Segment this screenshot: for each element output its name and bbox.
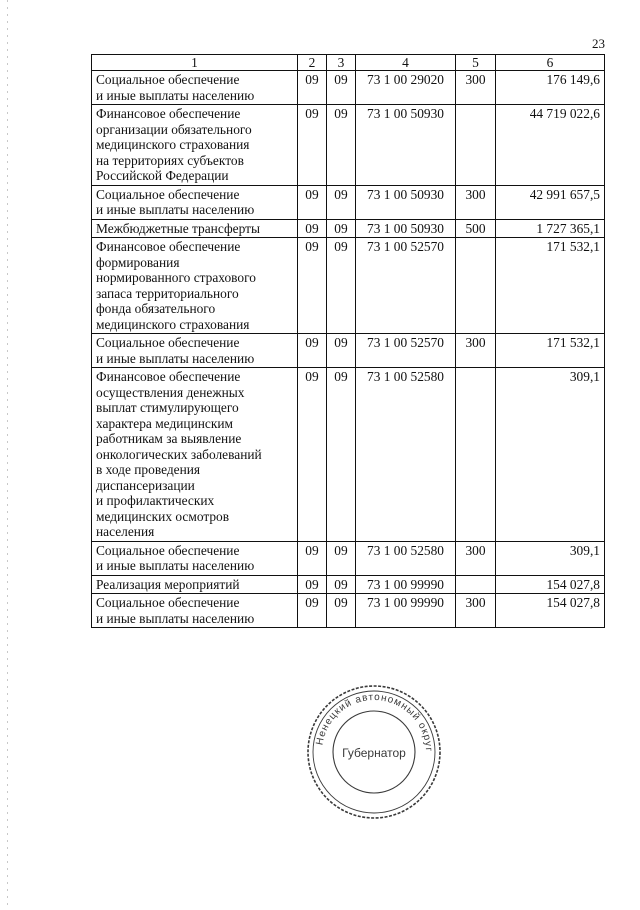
cell-section: 09 — [298, 219, 327, 238]
cell-expense-type: 500 — [456, 219, 496, 238]
cell-amount: 44 719 022,6 — [496, 105, 605, 186]
budget-table-body — [92, 71, 605, 628]
cell-name: Финансовое обеспечение организации обязательного медицинского страхования на территориях субъектов Российской Федерации — [92, 105, 298, 186]
cell-target-article: 73 1 00 50930 — [356, 105, 456, 186]
cell-name: Реализация мероприятий — [92, 575, 298, 594]
cell-target-article: 73 1 00 50930 — [356, 185, 456, 219]
scan-edge-svg — [7, 0, 8, 905]
cell-target-article: 73 1 00 52580 — [356, 541, 456, 575]
table-row — [92, 575, 605, 594]
table-row — [92, 334, 605, 368]
cell-expense-type: 300 — [456, 334, 496, 368]
table-row — [92, 594, 605, 628]
cell-name: Социальное обеспечение и иные выплаты населению — [92, 334, 298, 368]
cell-expense-type — [456, 368, 496, 542]
cell-amount: 171 532,1 — [496, 334, 605, 368]
cell-amount: 171 532,1 — [496, 238, 605, 334]
table-row — [92, 541, 605, 575]
cell-subsection: 09 — [327, 185, 356, 219]
table-row — [92, 185, 605, 219]
cell-subsection: 09 — [327, 575, 356, 594]
cell-subsection: 09 — [327, 219, 356, 238]
scan-edge-line — [7, 0, 8, 905]
cell-section: 09 — [298, 185, 327, 219]
header-col-4: 4 — [356, 55, 456, 71]
header-col-3: 3 — [327, 55, 356, 71]
cell-name: Социальное обеспечение и иные выплаты населению — [92, 71, 298, 105]
cell-target-article: 73 1 00 50930 — [356, 219, 456, 238]
cell-expense-type — [456, 105, 496, 186]
cell-expense-type: 300 — [456, 185, 496, 219]
cell-subsection: 09 — [327, 368, 356, 542]
table-row — [92, 238, 605, 334]
budget-table-head — [92, 55, 605, 71]
cell-expense-type — [456, 575, 496, 594]
cell-amount: 309,1 — [496, 368, 605, 542]
cell-target-article: 73 1 00 52570 — [356, 334, 456, 368]
table-row — [92, 368, 605, 542]
header-col-5: 5 — [456, 55, 496, 71]
table-row — [92, 71, 605, 105]
official-seal — [304, 682, 444, 822]
header-col-6: 6 — [496, 55, 605, 71]
cell-expense-type: 300 — [456, 71, 496, 105]
header-col-1: 1 — [92, 55, 298, 71]
cell-expense-type — [456, 238, 496, 334]
cell-subsection: 09 — [327, 594, 356, 628]
cell-subsection: 09 — [327, 238, 356, 334]
table-row — [92, 219, 605, 238]
cell-section: 09 — [298, 334, 327, 368]
cell-name: Социальное обеспечение и иные выплаты населению — [92, 541, 298, 575]
cell-section: 09 — [298, 105, 327, 186]
header-col-2: 2 — [298, 55, 327, 71]
cell-amount: 309,1 — [496, 541, 605, 575]
cell-name: Социальное обеспечение и иные выплаты населению — [92, 594, 298, 628]
cell-section: 09 — [298, 238, 327, 334]
cell-subsection: 09 — [327, 541, 356, 575]
cell-expense-type: 300 — [456, 594, 496, 628]
cell-subsection: 09 — [327, 334, 356, 368]
cell-target-article: 73 1 00 99990 — [356, 575, 456, 594]
cell-section: 09 — [298, 71, 327, 105]
seal-svg — [304, 682, 444, 822]
cell-section: 09 — [298, 594, 327, 628]
cell-subsection: 09 — [327, 71, 356, 105]
budget-table — [91, 54, 605, 628]
cell-target-article: 73 1 00 99990 — [356, 594, 456, 628]
cell-target-article: 73 1 00 29020 — [356, 71, 456, 105]
cell-expense-type: 300 — [456, 541, 496, 575]
header-row — [92, 55, 605, 71]
cell-target-article: 73 1 00 52580 — [356, 368, 456, 542]
cell-amount: 154 027,8 — [496, 594, 605, 628]
cell-amount: 154 027,8 — [496, 575, 605, 594]
cell-section: 09 — [298, 541, 327, 575]
cell-section: 09 — [298, 575, 327, 594]
table-row — [92, 105, 605, 186]
cell-name: Финансовое обеспечение осуществления денежных выплат стимулирующего характера медицинским работникам за выявление онкологических заболеваний в ходе проведения диспансеризации и профилактических медицинских осмотров населения — [92, 368, 298, 542]
page-number: 23 — [592, 36, 605, 51]
cell-name: Межбюджетные трансферты — [92, 219, 298, 238]
seal-center-text: Губернатор — [342, 746, 406, 760]
cell-section: 09 — [298, 368, 327, 542]
cell-subsection: 09 — [327, 105, 356, 186]
cell-amount: 176 149,6 — [496, 71, 605, 105]
seal-ring-textpath: Ненецкий автономный округ — [314, 691, 435, 753]
cell-name: Социальное обеспечение и иные выплаты населению — [92, 185, 298, 219]
cell-amount: 1 727 365,1 — [496, 219, 605, 238]
cell-amount: 42 991 657,5 — [496, 185, 605, 219]
cell-target-article: 73 1 00 52570 — [356, 238, 456, 334]
cell-name: Финансовое обеспечение формирования нормированного страхового запаса территориального фонда обязательного медицинского страхования — [92, 238, 298, 334]
